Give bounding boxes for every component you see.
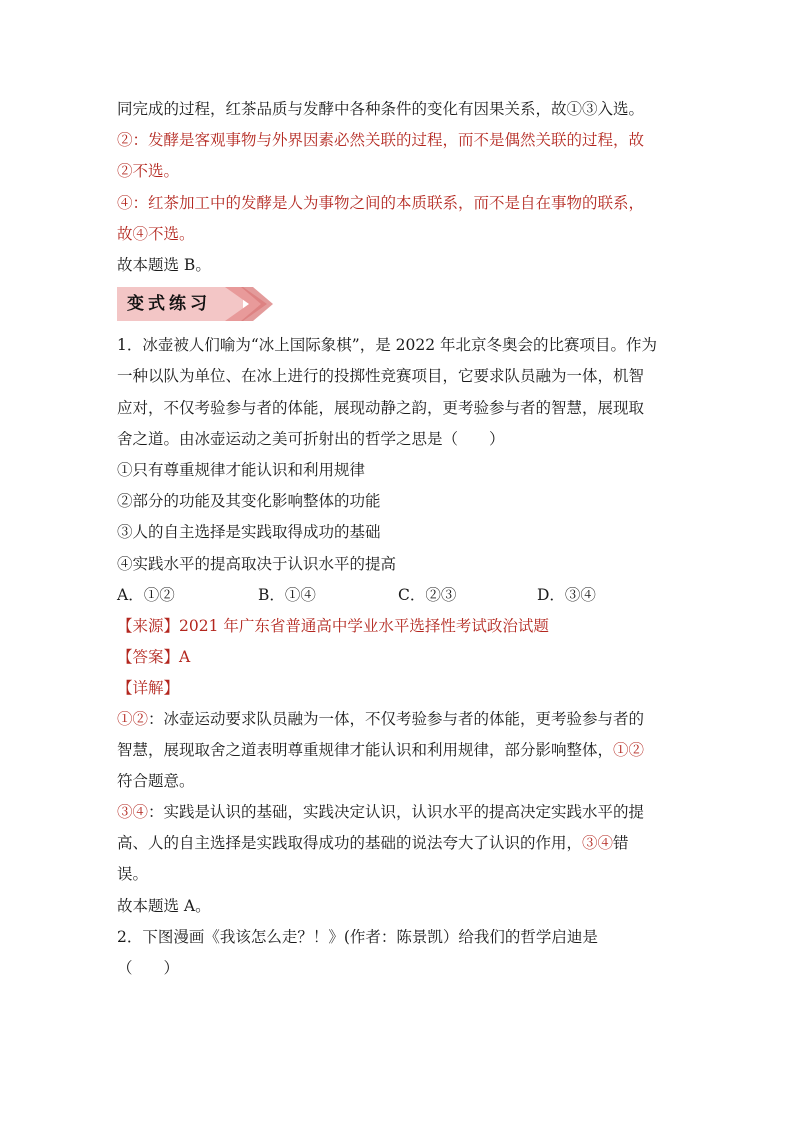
option-c: C．②③ (398, 586, 457, 604)
option-a: A．①② (117, 586, 175, 604)
detail-line (117, 802, 644, 822)
statement-item: ③人的自主选择是实践取得成功的基础 (117, 523, 381, 541)
text-line: ②不选。 (117, 162, 180, 180)
statement-item: ②部分的功能及其变化影响整体的功能 (117, 492, 381, 510)
detail-line-text: 高、人的自主选择是实践取得成功的基础的说法夸大了认识的作用， (117, 834, 583, 852)
source-label: 【来源】2021 年广东省普通高中学业水平选择性考试政治试题 (117, 617, 549, 635)
question-stem-line: 应对，不仅考验参与者的体能，展现动静之韵，更考验参与者的智慧，展现取 (117, 399, 645, 417)
question-stem-line: 1．冰壶被人们喻为“冰上国际象棋”，是 2022 年北京冬奥会的比赛项目。作为 (117, 336, 658, 354)
section-banner-title: 变式练习 (127, 294, 211, 314)
detail-line-marker: ①② (117, 710, 149, 728)
detail-line-text: 错 (613, 834, 629, 852)
statement-item: ④实践水平的提高取决于认识水平的提高 (117, 555, 397, 573)
conclusion-line: 故本题选 A。 (117, 897, 211, 915)
option-b: B．①④ (258, 586, 316, 604)
question-stem-line: 2．下图漫画《我该怎么走？！》(作者：陈景凯）给我们的哲学启迪是 (117, 928, 598, 946)
statement-item: ①只有尊重规律才能认识和利用规律 (117, 461, 366, 479)
text-line: ②：发酵是客观事物与外界因素必然关联的过程，而不是偶然关联的过程，故 (117, 131, 645, 149)
detail-line (117, 833, 629, 853)
text-line: ④：红茶加工中的发酵是人为事物之间的本质联系，而不是自在事物的联系， (117, 194, 645, 212)
detail-label: 【详解】 (117, 679, 180, 697)
detail-line (117, 709, 644, 729)
detail-line-marker: ①② (613, 741, 645, 759)
detail-line: 符合题意。 (117, 772, 195, 790)
text-line: 故④不选。 (117, 225, 195, 243)
detail-line-text: ：实践是认识的基础，实践决定认识，认识水平的提高决定实践水平的提 (148, 803, 645, 821)
question-stem-line: 一种以队为单位、在冰上进行的投掷性竞赛项目，它要求队员融为一体，机智 (117, 367, 645, 385)
question-stem-line: 舍之道。由冰壶运动之美可折射出的哲学之思是（ ） (117, 430, 505, 448)
detail-line-text: ：冰壶运动要求队员融为一体，不仅考验参与者的体能，更考验参与者的 (148, 710, 645, 728)
answer-label: 【答案】A (117, 648, 191, 666)
detail-line-marker: ③④ (117, 803, 149, 821)
detail-line-marker: ③④ (582, 834, 614, 852)
option-d: D．③④ (537, 586, 596, 604)
text-line: 同完成的过程，红茶品质与发酵中各种条件的变化有因果关系，故①③入选。 (117, 100, 645, 118)
detail-line-text: 智慧，展现取舍之道表明尊重规律才能认识和利用规律，部分影响整体， (117, 741, 614, 759)
section-banner (117, 287, 273, 321)
detail-line (117, 740, 644, 760)
question-stem-line: （ ） (117, 959, 180, 977)
detail-line: 误。 (117, 865, 149, 883)
text-line: 故本题选 B。 (117, 256, 211, 274)
